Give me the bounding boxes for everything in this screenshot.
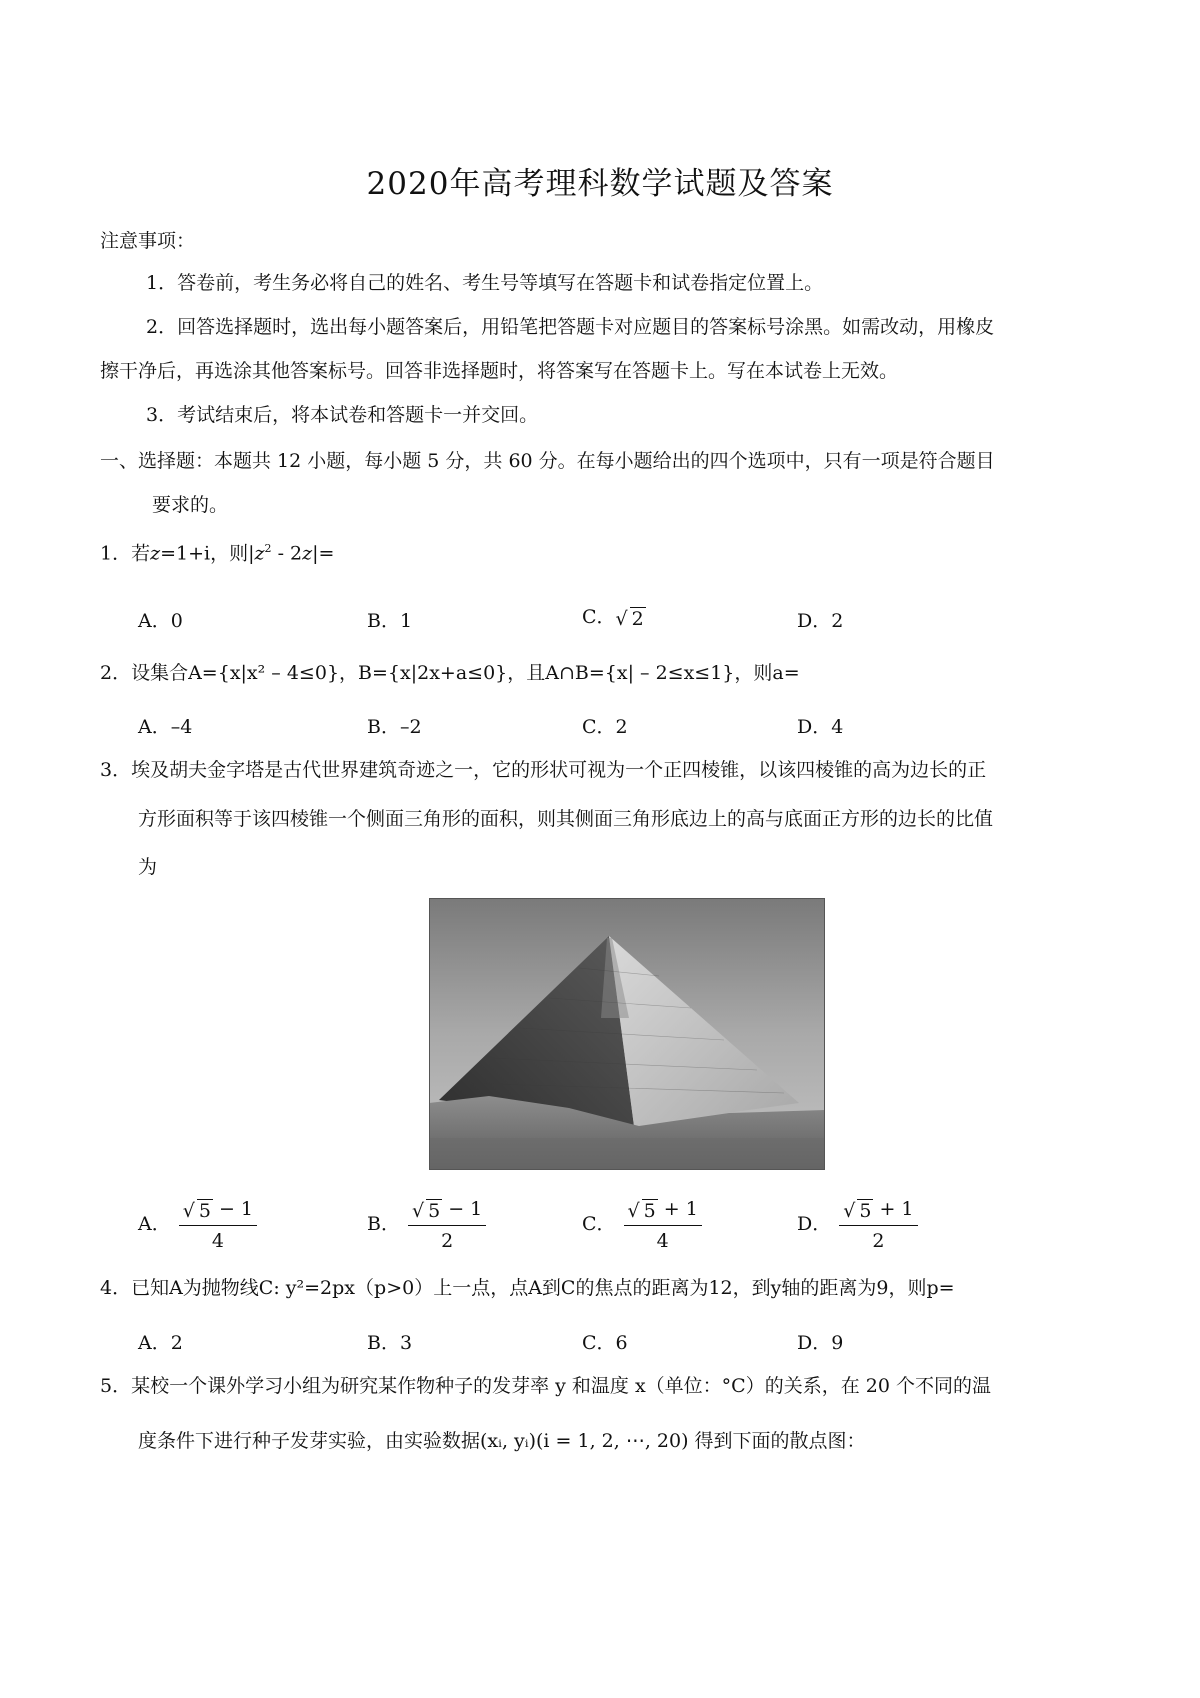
q3-option-c-label: C． <box>582 1212 616 1235</box>
question-3-line-3: 为 <box>138 856 158 878</box>
section-heading-line-2: 要求的。 <box>152 494 229 516</box>
q1-var-z: z <box>150 542 161 565</box>
notice-item-3: 3．考试结束后，将本试卷和答题卡一并交回。 <box>146 404 539 426</box>
q3-option-a-fraction: $\frac{√ 5 - 1}{4}$ <box>179 1198 257 1252</box>
q4-option-b: B．3 <box>367 1332 413 1354</box>
q3-option-b-label: B． <box>367 1212 400 1235</box>
q4-option-a: A．2 <box>138 1332 183 1354</box>
question-1 <box>100 543 334 563</box>
q3-option-b-rest: − 1 <box>442 1198 483 1220</box>
q4-option-c: C．6 <box>582 1332 628 1354</box>
notice-item-2-line-1: 2．回答选择题时，选出每小题答案后，用铅笔把答题卡对应题目的答案标号涂黑。如需改动，用橡皮 <box>146 316 995 338</box>
q4-options <box>138 1328 1088 1358</box>
q3-option-c-fraction: $\frac{√ 5 + 1}{4}$ <box>624 1198 702 1252</box>
q2-option-b: B．–2 <box>367 716 422 738</box>
q1-option-a: A．0 <box>138 610 183 632</box>
q1-var-z3: z <box>302 542 313 565</box>
q3-option-d-fraction: $\frac{√ 5 + 1}{2}$ <box>839 1198 917 1252</box>
q2-option-d: D．4 <box>797 716 844 738</box>
q1-var-z2: z <box>254 542 265 565</box>
question-5-line-1: 5．某校一个课外学习小组为研究某作物种子的发芽率 y 和温度 x（单位：°C）的关系，在 20 个不同的温 <box>100 1375 991 1397</box>
q3-option-c <box>582 1198 702 1252</box>
q3-option-d-rest: + 1 <box>873 1198 914 1220</box>
q1-option-b: B．1 <box>367 610 413 632</box>
section-heading-line-1: 一、选择题：本题共 12 小题，每小题 5 分，共 60 分。在每小题给出的四个选项中，只有一项是符合题目 <box>100 450 995 472</box>
q3-options <box>138 1190 1088 1250</box>
question-3-line-2: 方形面积等于该四棱锥一个侧面三角形的面积，则其侧面三角形底边上的高与底面正方形的边长的比值 <box>138 808 994 830</box>
q1-sup: 2 <box>264 542 272 555</box>
question-3-line-1: 3．埃及胡夫金字塔是古代世界建筑奇迹之一，它的形状可视为一个正四棱锥，以该四棱锥的高为边长的正 <box>100 759 987 781</box>
q1-text-d: - 2 <box>271 542 303 565</box>
question-2: 2．设集合A={x|x² – 4≤0}，B={x|2x+a≤0}，且A∩B={x| – 2≤x≤1}，则a= <box>100 662 800 684</box>
q3-option-d <box>797 1198 918 1252</box>
q3-option-c-radicand: 5 <box>643 1199 656 1222</box>
notice-heading: 注意事项： <box>100 230 196 252</box>
q3-option-a-denominator: 4 <box>211 1229 224 1252</box>
q3-option-c-denominator: 4 <box>656 1229 669 1252</box>
q3-option-c-rest: + 1 <box>657 1198 698 1220</box>
q1-option-d: D．2 <box>797 610 844 632</box>
pyramid-photo <box>429 898 825 1170</box>
q3-option-d-denominator: 2 <box>872 1229 885 1252</box>
q3-option-b <box>367 1198 486 1252</box>
question-5-line-2: 度条件下进行种子发芽实验，由实验数据(xᵢ, yᵢ)(i = 1, 2, ⋯, 20) 得到下面的散点图： <box>138 1430 866 1452</box>
notice-item-1: 1．答卷前，考生务必将自己的姓名、考生号等填写在答题卡和试卷指定位置上。 <box>146 272 824 294</box>
q1-text-b: =1+i，则| <box>160 542 255 565</box>
q1-text-f: |= <box>312 542 335 565</box>
q3-option-a-label: A． <box>138 1212 171 1235</box>
q3-option-b-radicand: 5 <box>428 1199 441 1222</box>
q2-option-a: A．–4 <box>138 716 193 738</box>
q1-option-c-sqrt: √ 2 <box>615 607 644 630</box>
q3-option-b-denominator: 2 <box>441 1229 454 1252</box>
q3-option-a-rest: − 1 <box>212 1198 254 1220</box>
q3-option-d-radicand: 5 <box>859 1199 872 1222</box>
q1-option-c-label: C． <box>582 606 616 628</box>
q1-options <box>138 606 1088 636</box>
q4-option-d: D．9 <box>797 1332 844 1354</box>
notice-item-2-line-2: 擦干净后，再选涂其他答案标号。回答非选择题时，将答案写在答题卡上。写在本试卷上无效。 <box>100 360 899 382</box>
q3-option-d-label: D． <box>797 1212 832 1235</box>
question-4: 4．已知A为抛物线C: y²=2px（p>0）上一点，点A到C的焦点的距离为12，到y轴的距离为9，则p= <box>100 1277 955 1299</box>
q1-option-c <box>582 602 646 630</box>
q3-option-a <box>138 1198 257 1252</box>
q2-options <box>138 712 1088 742</box>
q3-option-a-radicand: 5 <box>198 1199 211 1222</box>
q1-option-c-radicand: 2 <box>631 607 644 630</box>
q2-option-c: C．2 <box>582 716 628 738</box>
q1-prefix: 1．若 <box>100 542 151 565</box>
q3-option-b-fraction: $\frac{√ 5 - 1}{2}$ <box>408 1198 486 1252</box>
page-title: 2020年高考理科数学试题及答案 <box>366 166 834 202</box>
